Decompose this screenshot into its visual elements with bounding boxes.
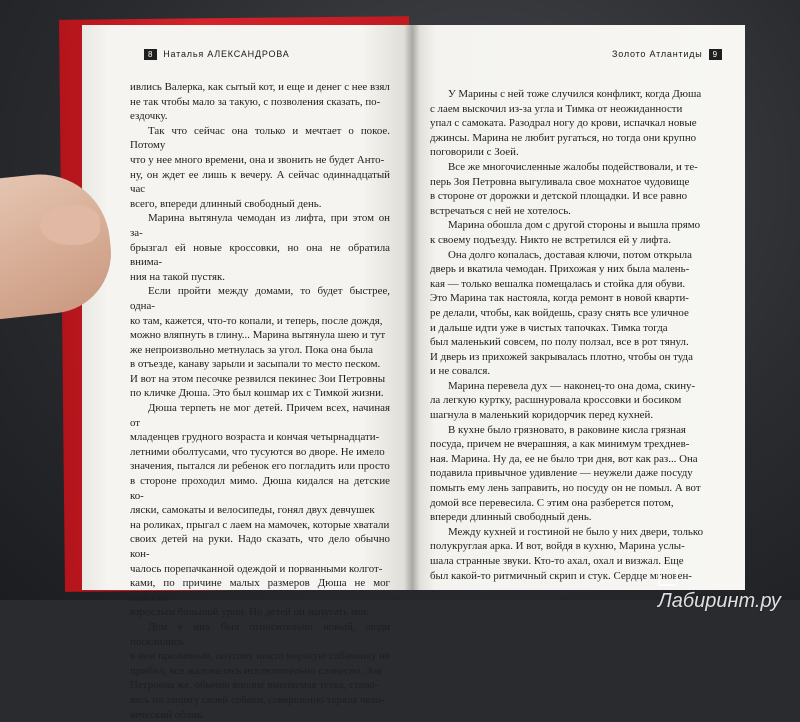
text-line: И вот на этом песочке резвился пекинес Зои Петровны	[130, 372, 386, 385]
text-line: же непроизвольно метнулась за угол. Пока она была	[130, 343, 373, 356]
text-line: Это Марина так настояла, когда ремонт в новой кварти-	[430, 292, 689, 305]
right-running-head	[612, 46, 728, 62]
text-line: к своему подъезду. Никто не встретился ей у лифта.	[430, 233, 671, 246]
text-line: Если пройти между домами, то будет быстрее, одна-	[130, 285, 390, 312]
text-line: брызгал ей новые кроссовки, но она не обратила внима-	[130, 241, 390, 269]
labirint-logo-icon	[658, 566, 678, 586]
text-line: Марина обошла дом с другой стороны и вышла прямо	[448, 219, 701, 232]
text-line: значения, пытался ли ребенок его погладить или просто	[130, 460, 390, 473]
thumb	[40, 205, 100, 245]
text-line: поговорили с Зоей.	[430, 146, 519, 159]
text-line: У Марины с ней тоже случился конфликт, когда Дюша	[448, 88, 702, 100]
text-line: в стороне проходил мимо. Дюша кидался на детские ко-	[130, 475, 390, 502]
right-page-number: 9	[709, 49, 722, 60]
left-running-head	[138, 46, 290, 62]
watermark-text: Лабиринт.ру	[658, 590, 781, 612]
right-text-column	[430, 87, 712, 583]
text-line: впереди длинный свободный день.	[430, 511, 592, 524]
text-line: своих детей на руки. Надо сказать, что дело обычно кон-	[130, 533, 390, 560]
text-line: перь Зоя Петровна выгуливала свое мохнатое чудовище	[430, 175, 690, 188]
text-line: ная. Марина. Ну да, ее не было три дня, вот как раз... Она	[430, 452, 698, 465]
text-line: кая — только вешалка помещалась и стойка для обуви.	[430, 277, 686, 290]
text-line: Дюша терпеть не мог детей. Причем всех, начиная от	[130, 402, 390, 429]
text-line: Марина вытянула чемодан из лифта, при этом он за-	[130, 212, 390, 239]
text-line: шала странные звуки. Кто-то ахал, охал и визжал. Еще	[430, 555, 684, 567]
text-line: можно вляпнуть в глину... Марина вытянула шею и тут	[130, 329, 386, 342]
text-line: ре делали, чтобы, как войдешь, сразу снять все уличное	[430, 306, 689, 319]
text-line: домой все перевесила. С этим она разберется потом,	[430, 496, 674, 509]
text-line: упал с самоката. Разодрал ногу до крови, испачкал новые	[430, 117, 697, 130]
text-line: младенцев грудного возраста и кончая четырнадцати-	[130, 431, 380, 444]
text-line: и не совался.	[430, 365, 491, 378]
text-line: не так чтобы мало за такую, с позволения сказать, по-	[130, 95, 381, 108]
text-line: с лаем выскочил из-за угла и Тимка от неожиданности	[430, 102, 683, 115]
text-line: ездочку.	[130, 110, 168, 123]
text-line: Так что сейчас она только и мечтает о покое. Потому	[130, 124, 390, 152]
text-line: Петровна же, обычно вполне вменяемая тетка, стано-	[130, 679, 379, 692]
text-line: Она долго копалась, доставая ключи, потом открыла	[448, 248, 692, 261]
text-line: помыть ему лень заправить, но посуду он не помыл. А вот	[430, 482, 701, 495]
text-line: ками, по причине малых размеров Дюша не мог нанести	[130, 577, 390, 604]
text-line: в стороне от дорожки и детской площадки. И все равно	[430, 190, 688, 203]
text-line: В кухне было грязновато, в раковине кисла грязная	[448, 423, 686, 436]
text-line: джинсы. Марина не любит ругаться, но тогда они крупно	[430, 131, 697, 144]
book-spine	[404, 25, 420, 590]
text-line: шагнула в маленький коридорчик перед кухней.	[430, 409, 654, 422]
text-line: встречаться с ней не хотелось.	[430, 204, 571, 217]
text-line: вясь на защиту своей собаки, совершенно теряла чело-	[130, 693, 385, 706]
left-head-title: Наталья АЛЕКСАНДРОВА	[163, 49, 290, 59]
text-line: веческий облик.	[130, 708, 205, 721]
text-line: на роликах, прыгал с лаем на мамочек, которые хватали	[130, 518, 390, 531]
text-line: И дверь из прихожей закрывалась плотно, чтобы он туда	[430, 350, 693, 363]
text-line: ко там, кажется, что-то копали, и теперь, после дождя,	[130, 314, 383, 327]
text-line: чалось порепачканной одеждой и порванными колгот-	[130, 562, 383, 575]
text-line: ния на такой пустяк.	[130, 270, 225, 283]
text-line: ляски, самокаты и велосипеды, гонял двух девчушек	[130, 504, 375, 517]
watermark	[658, 566, 800, 613]
text-line: был маленький совсем, по полу ползал, все в рот тянул.	[430, 336, 689, 349]
text-line: в нем приличные, поэтому никто мерзкую собачонку не	[130, 650, 390, 663]
text-line: летними оболтусами, что тусуются во дворе. Не имело	[130, 445, 385, 458]
text-line: в отъезде, канаву зарыли и засыпали то место песком.	[130, 358, 381, 371]
text-line: ну, он ждет ее лишь к вечеру. А сейчас одиннадцатый час	[130, 168, 390, 196]
text-line: посуда, причем не вчерашняя, а как минимум трехднев-	[430, 438, 690, 451]
text-line: и дальше идти уже в чистых тапочках. Тимка тогда	[430, 321, 668, 334]
text-line: по кличке Дюша. Это был кошмар их с Тимкой жизни.	[130, 387, 384, 400]
text-line: прибил, все жаловались исключительно словесно. Зоя	[130, 664, 382, 677]
text-line: ла легкую куртку, расшнуровала кроссовки и босиком	[430, 394, 682, 407]
left-page-number: 8	[144, 49, 157, 60]
text-line: был какой-то ритмичный скрип и стук. Сердце мгновен-	[430, 569, 692, 582]
text-line: полукруглая арка. И вот, войдя в кухню, Марина услы-	[430, 540, 685, 553]
text-line: дверь и вкатила чемодан. Прихожая у них была малень-	[430, 263, 690, 276]
text-line: Все же многочисленные жалобы подействовали, и те-	[448, 160, 698, 173]
text-line: Марина перевела дух — наконец-то она дома, скину-	[448, 379, 696, 392]
text-line: Между кухней и гостиной не было у них двери, только	[448, 525, 704, 538]
text-line: подавила привычное удивление — неужели даже посуду	[430, 467, 693, 480]
text-line: взрослым большой урон. Но детей он напугать мог.	[130, 606, 370, 619]
text-line: всего, впереди длинный свободный день.	[130, 197, 322, 210]
text-line: ивлись Валерка, как сытый кот, и еще и денег с нее взял	[130, 81, 390, 93]
right-head-title: Золото Атлантиды	[612, 49, 703, 59]
text-line: что у нее много времени, она и звонить не будет Анто-	[130, 153, 385, 166]
text-line: Дом у них был относительно новый, люди поселились	[130, 620, 390, 648]
left-text-column	[130, 80, 390, 722]
